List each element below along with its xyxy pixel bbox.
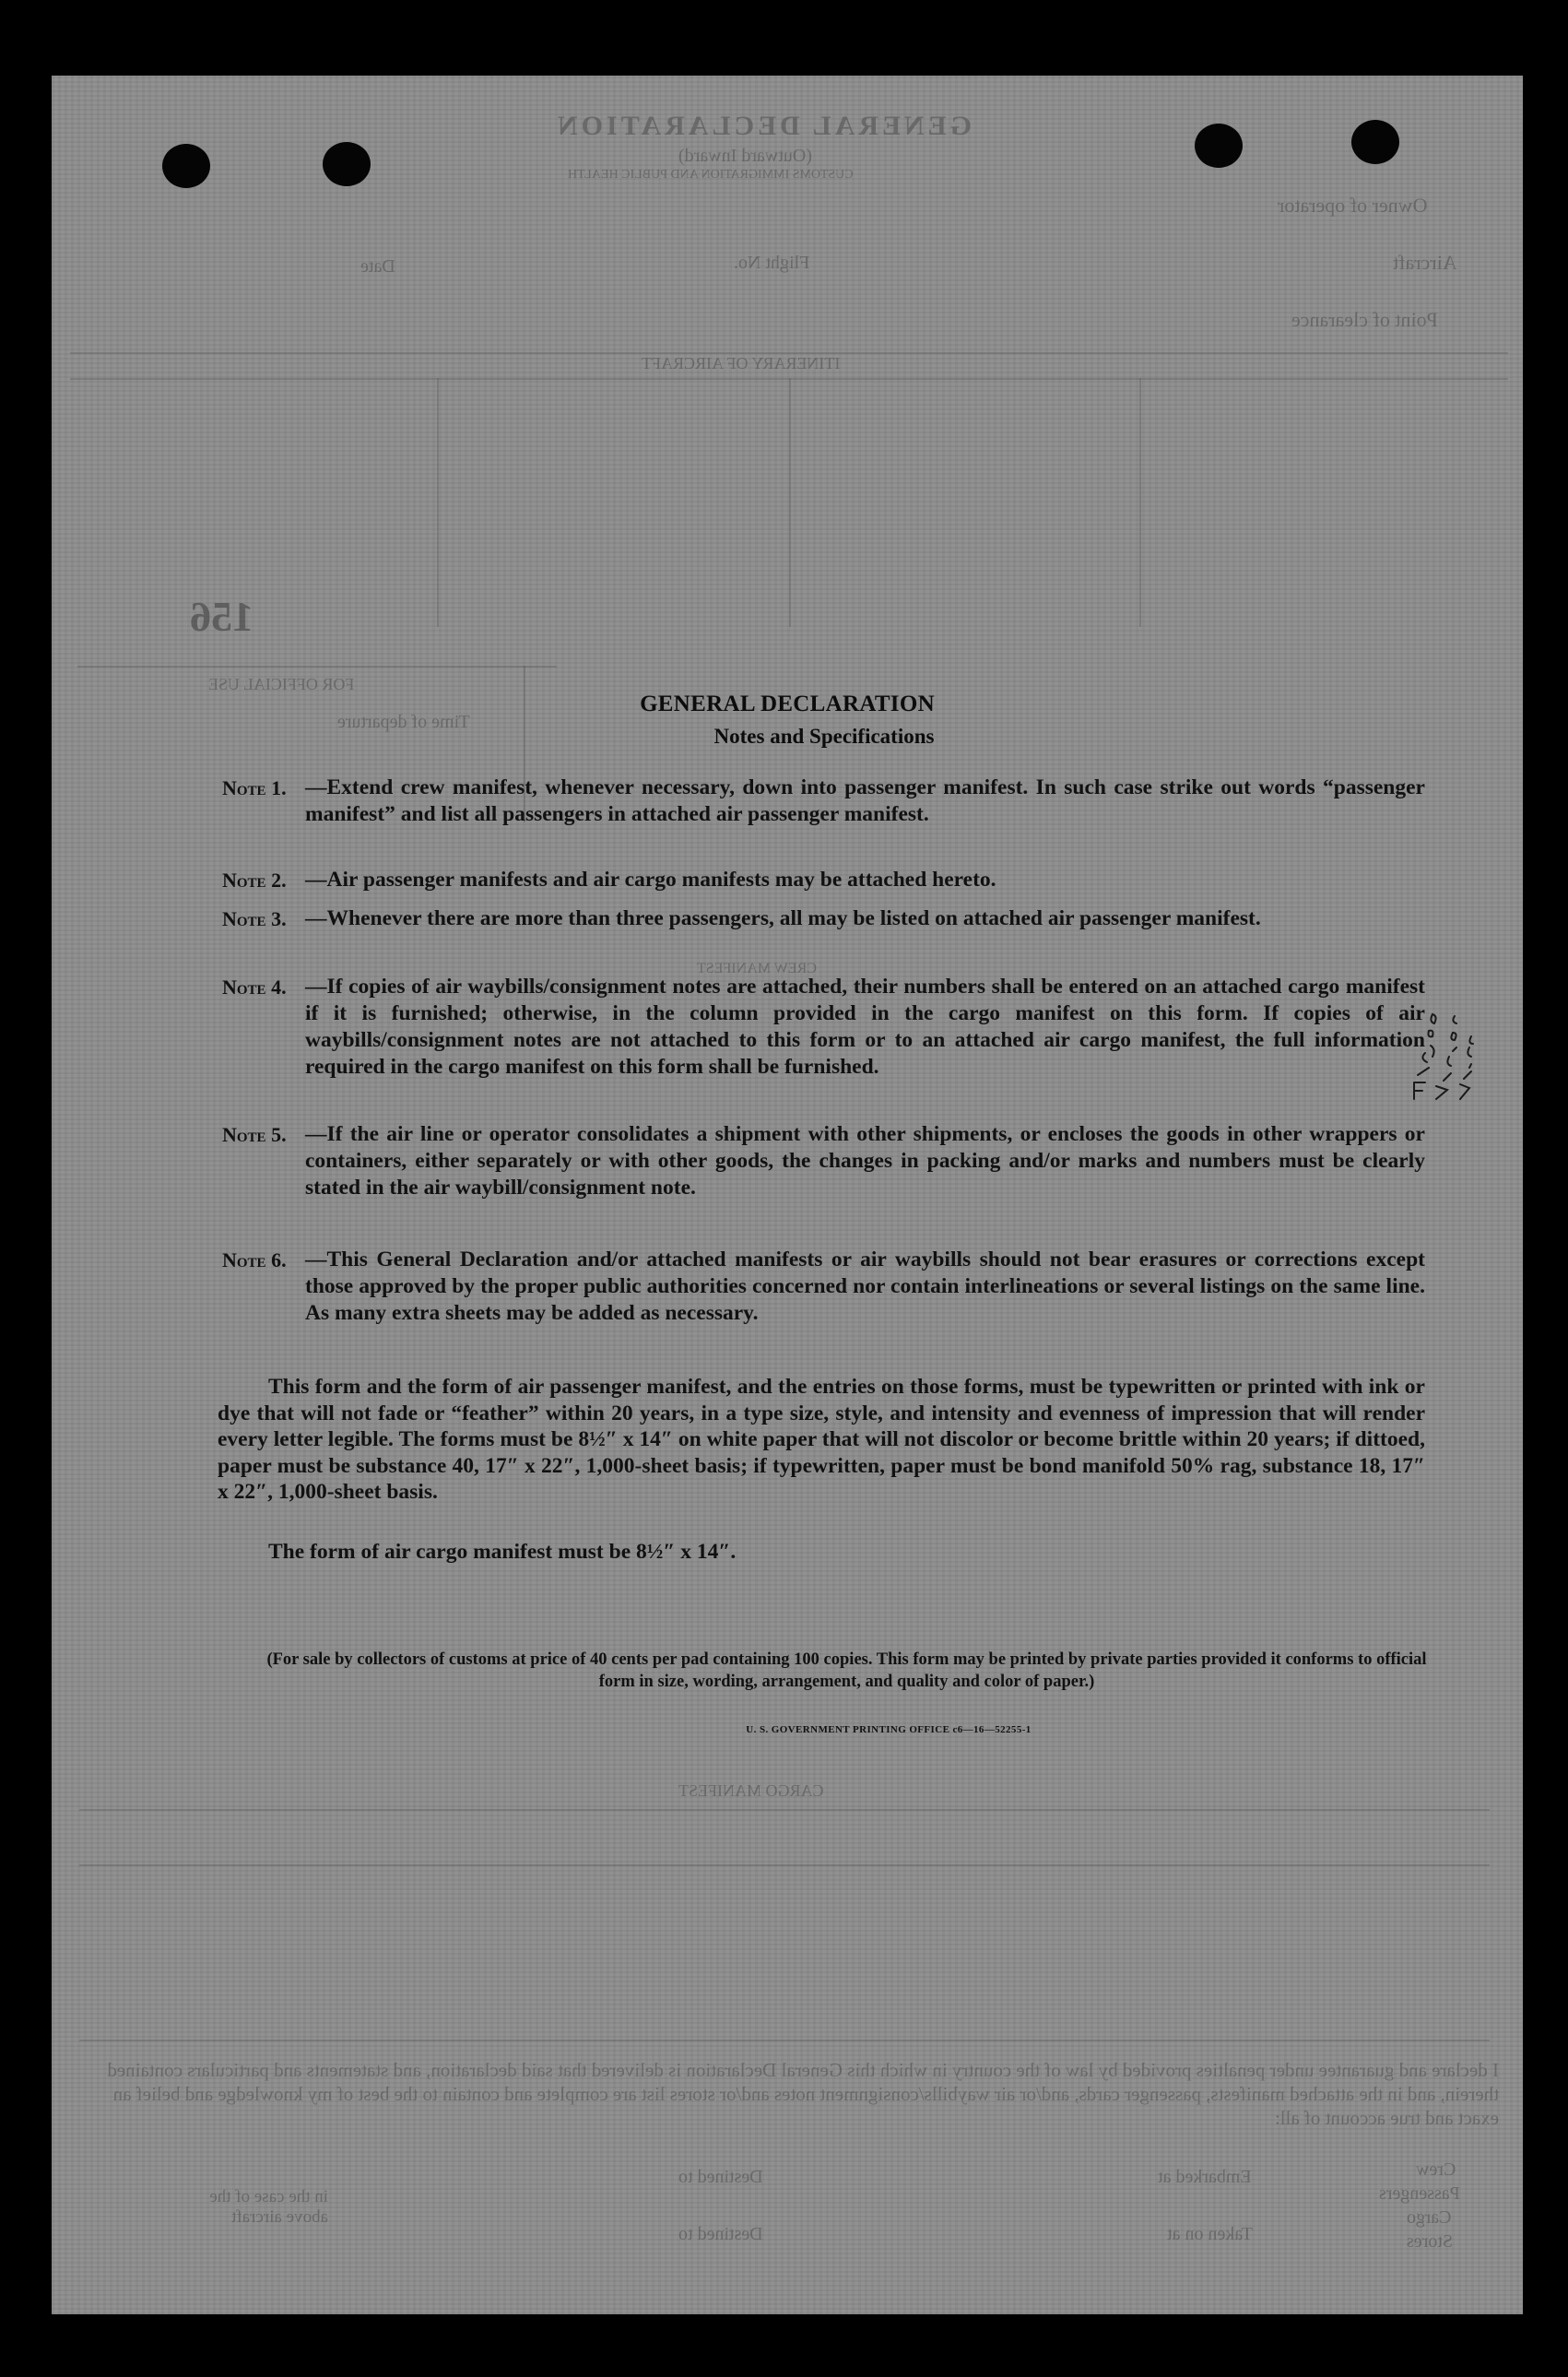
note-5-label: Note 5.: [222, 1123, 287, 1146]
note-1-text: —Extend crew manifest, whenever necessary, down into passenger manifest. In such case strike out words “passenger manifest” and list all passengers in attached air passenger manifest.: [305, 775, 1425, 826]
ghost-header-title: GENERAL DECLARATION: [554, 111, 973, 141]
ghost-number-156: 156: [190, 593, 253, 640]
punch-hole-right-2: [1351, 120, 1399, 164]
note-2-text: —Air passenger manifests and air cargo manifests may be attached hereto.: [305, 868, 996, 892]
printing-office-line: U. S. GOVERNMENT PRINTING OFFICE c6—16—52255-1: [746, 1724, 1032, 1735]
ghost-col-1: [437, 378, 439, 627]
ghost-cargo-rule-2: [79, 1864, 1490, 1866]
ghost-official-use: FOR OFFICIAL USE: [208, 675, 355, 693]
note-4-text: —If copies of air waybills/consignment notes are attached, their numbers shall be entered on an attached cargo manifest if it is furnished; otherwise, in the column provided in the cargo manifest on this form. If copies of air waybills/consignment notes are not attached to this form or to an attached air cargo manifest, the full information required in the cargo manifest on this form shall be furnished.: [305, 975, 1425, 1079]
note-1: [222, 775, 1425, 828]
note-6-text: —This General Declaration and/or attached manifests or air waybills should not bear erasures or corrections except those approved by the proper public authorities concerned nor contain interlineations or several listings on the same line. As many extra sheets may be added as necessary.: [305, 1248, 1425, 1325]
ghost-taken-on: Taken on at: [1167, 2224, 1254, 2244]
ghost-point: Point of clearance: [1291, 308, 1438, 331]
ghost-crew: Crew: [1416, 2159, 1456, 2180]
ghost-embarked: Embarked at: [1158, 2167, 1252, 2187]
specification-last-line: The form of air cargo manifest must be 8½″ x 14″.: [268, 1540, 737, 1564]
document-page: [52, 76, 1523, 2314]
ghost-col-2: [789, 378, 791, 627]
document-title: GENERAL DECLARATION: [640, 692, 935, 716]
note-2: [222, 867, 1425, 893]
note-6: [222, 1247, 1425, 1327]
ghost-cargo-rule-1: [79, 1809, 1490, 1811]
ghost-in-case: in the case of the above aircraft: [209, 2187, 328, 2227]
specification-paragraph: This form and the form of air passenger manifest, and the entries on those forms, must be typewritten or printed with ink or dye that will not fade or “feather” within 20 years, in a type size, style, and intensity and evenness of impression that will render every letter legible. The forms must be 8½″ x 14″ on white paper that will not discolor or become brittle within 20 years; if dittoed, paper must be substance 40, 17″ x 22″, 1,000-sheet basis; if typewritten, paper must be bond manifold 50% rag, substance 18, 17″ x 22″, 1,000-sheet basis.: [218, 1375, 1425, 1504]
ghost-cargo-manifest: CARGO MANIFEST: [678, 1781, 824, 1800]
ghost-cargo-rule-3: [79, 2040, 1490, 2041]
ghost-box-top: [77, 666, 557, 668]
document-subtitle: Notes and Specifications: [713, 725, 935, 748]
ghost-stores: Stores: [1407, 2231, 1453, 2252]
punch-hole-left-2: [323, 142, 371, 186]
ghost-crew-manifest: CREW MANIFEST: [697, 961, 817, 976]
note-3: [222, 905, 1425, 932]
ghost-header-agency: CUSTOMS IMMIGRATION AND PUBLIC HEALTH: [568, 168, 854, 182]
ghost-declare: I declare and guarantee under penalties provided by law of the country in which this General Declaration is delivered that said declaration, and statements and particulars contained therein, and in the attached manifests, passenger cards, and/or air waybills/consignment notes and/or stores list are complete and contain to the best of my knowledge and belief an exact and true account of all:: [107, 2059, 1499, 2129]
handwritten-margin-note: [1407, 979, 1480, 1108]
ghost-col-3: [1139, 378, 1141, 627]
ghost-header-sub: (Outward Inward): [678, 146, 812, 166]
sale-notice: (For sale by collectors of customs at price of 40 cents per pad containing 100 copies. This form may be printed by private parties provided it conforms to official form in size, wording, arrangement, and quality and color of paper.): [266, 1650, 1427, 1691]
note-4: [222, 974, 1425, 1081]
punch-hole-right-1: [1195, 124, 1243, 168]
note-3-label: Note 3.: [222, 907, 287, 930]
note-3-text: —Whenever there are more than three passengers, all may be listed on attached air passenger manifest.: [305, 906, 1261, 930]
ghost-cargo: Cargo: [1407, 2207, 1452, 2228]
note-6-label: Note 6.: [222, 1248, 287, 1271]
ghost-destined-1: Destined to: [678, 2167, 763, 2187]
ghost-destined-2: Destined to: [678, 2224, 763, 2244]
note-2-label: Note 2.: [222, 869, 287, 892]
note-5-text: —If the air line or operator consolidates a shipment with other shipments, or encloses the goods in other wrappers or containers, either separately or with other goods, the changes in packing and/or marks and numbers must be clearly stated in the air waybill/consignment note.: [305, 1122, 1425, 1200]
note-4-label: Note 4.: [222, 976, 287, 999]
ghost-owner: Owner of operator: [1278, 194, 1428, 217]
punch-hole-left-1: [162, 144, 210, 188]
ghost-time-departure: Time of departure: [337, 712, 470, 732]
ghost-aircraft: Aircraft: [1393, 251, 1457, 274]
ghost-flight: Flight No.: [734, 253, 810, 273]
ghost-itinerary: ITINERARY OF AIRCRAFT: [642, 354, 841, 373]
ghost-date: Date: [360, 256, 395, 277]
ghost-passengers: Passengers: [1379, 2183, 1460, 2204]
note-5: [222, 1121, 1425, 1201]
note-1-label: Note 1.: [222, 776, 287, 799]
